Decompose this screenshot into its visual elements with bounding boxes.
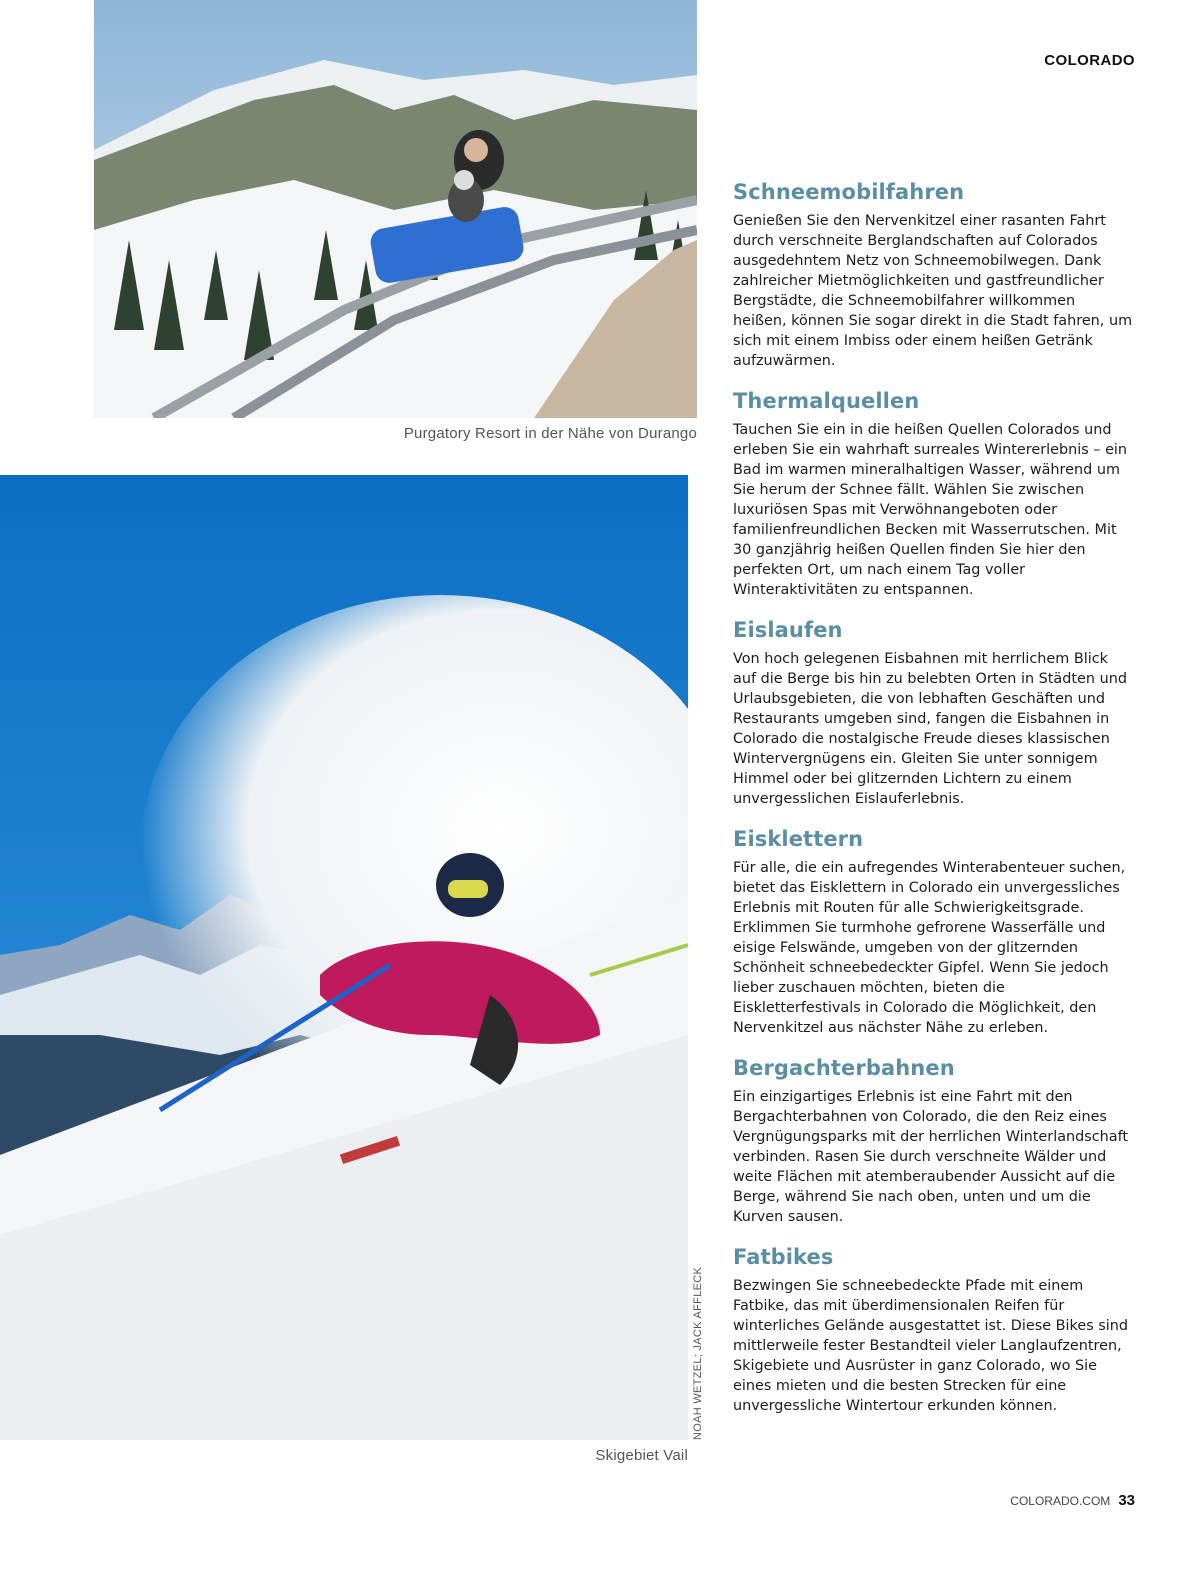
section-body: Genießen Sie den Nervenkitzel einer rasanten Fahrt durch verschneite Berglandschaften auf Colorados ausgedehntem Netz von Schneemobilwegen. Dank zahlreicher Mietmöglichkeiten und gastfreundlicher Bergstädte, die Schneemobilfahrer willkommen heißen, können Sie sogar direkt in die Stadt fahren, um sich mit einem Imbiss oder einem heißen Getränk aufzuwärmen. — [733, 213, 1133, 369]
photo-mountain-coaster — [94, 0, 697, 418]
page-number: 33 — [1118, 1492, 1135, 1509]
section-label: COLORADO — [1044, 52, 1135, 69]
section-body: Bezwingen Sie schneebedeckte Pfade mit einem Fatbike, das mit überdimensionalen Reifen für winterliches Gelände ausgestattet ist. Diese Bikes sind mittlerweile fester Bestandteil vieler Langlaufzentren, Skigebiete und Ausrüster in ganz Colorado, wo Sie eines mieten und die besten Strecken für eine unvergessliche Wintertour erkunden können. — [733, 1278, 1129, 1414]
section-eislaufen — [733, 618, 1133, 809]
section-schneemobilfahren — [733, 180, 1133, 371]
section-body: Für alle, die ein aufregendes Winterabenteuer suchen, bietet das Eisklettern in Colorado ein unvergessliches Erlebnis mit Routen für alle Schwierigkeitsgrade. Erklimmen Sie turmhohe gefrorene Wasserfälle und eisige Felswände, umgeben von der glitzernden Schönheit schneebedeckter Gipfel. Wenn Sie jedoch lieber zuschauen möchten, bieten die Eiskletterfestivals in Colorado die Möglichkeit, den Nervenkitzel aus nächster Nähe zu erleben. — [733, 860, 1126, 1036]
section-eisklettern — [733, 827, 1133, 1038]
section-title: Bergachterbahnen — [733, 1056, 955, 1080]
section-body: Tauchen Sie ein in die heißen Quellen Colorados und erleben Sie ein wahrhaft surreales Wintererlebnis – ein Bad im warmen mineralhaltigen Wasser, während um Sie herum der Schnee fällt. Wählen Sie zwischen luxuriösen Spas mit Verwöhnangeboten oder familienfreundlichen Becken mit Wasserrutschen. Mit 30 ganzjährig heißen Quellen finden Sie hier den perfekten Ort, um nach einem Tag voller Winteraktivitäten zu entspannen. — [733, 422, 1128, 598]
section-title: Eisklettern — [733, 827, 864, 851]
section-body: Von hoch gelegenen Eisbahnen mit herrlichem Blick auf die Berge bis hin zu belebten Orten in Städten und Urlaubsgebieten, die von lebhaften Geschäften und Restaurants umgeben sind, fangen die Eisbahnen in Colorado die nostalgische Freude dieses klassischen Wintervergnügens ein. Gleiten Sie unter sonnigem Himmel oder bei glitzernden Lichtern zu einem unvergesslichen Eislauferlebnis. — [733, 651, 1127, 807]
section-title: Eislaufen — [733, 618, 843, 642]
section-title: Fatbikes — [733, 1245, 834, 1269]
section-title: Thermalquellen — [733, 389, 920, 413]
photo-caption-purgatory: Purgatory Resort in der Nähe von Durango — [403, 425, 697, 442]
section-title: Schneemobilfahren — [733, 180, 965, 204]
photo-credit: NOAH WETZEL; JACK AFFLECK — [692, 1266, 704, 1440]
article-column — [733, 180, 1133, 1434]
section-body: Ein einzigartiges Erlebnis ist eine Fahrt mit den Bergachterbahnen von Colorado, die den Reiz eines Vergnügungsparks mit der herrlichen Winterlandschaft verbinden. Rasen Sie durch verschneite Wälder und weite Flächen mit atemberaubender Aussicht auf die Berge, während Sie nach oben, unten und um die Kurven sausen. — [733, 1089, 1129, 1225]
photo-caption-vail: Skigebiet Vail — [595, 1447, 688, 1464]
footer-site: COLORADO.COM — [1010, 1494, 1111, 1508]
section-thermalquellen — [733, 389, 1133, 600]
photo-skier-vail — [0, 475, 688, 1440]
section-bergachterbahnen — [733, 1056, 1133, 1227]
page-footer — [1010, 1492, 1135, 1509]
section-fatbikes — [733, 1245, 1133, 1416]
